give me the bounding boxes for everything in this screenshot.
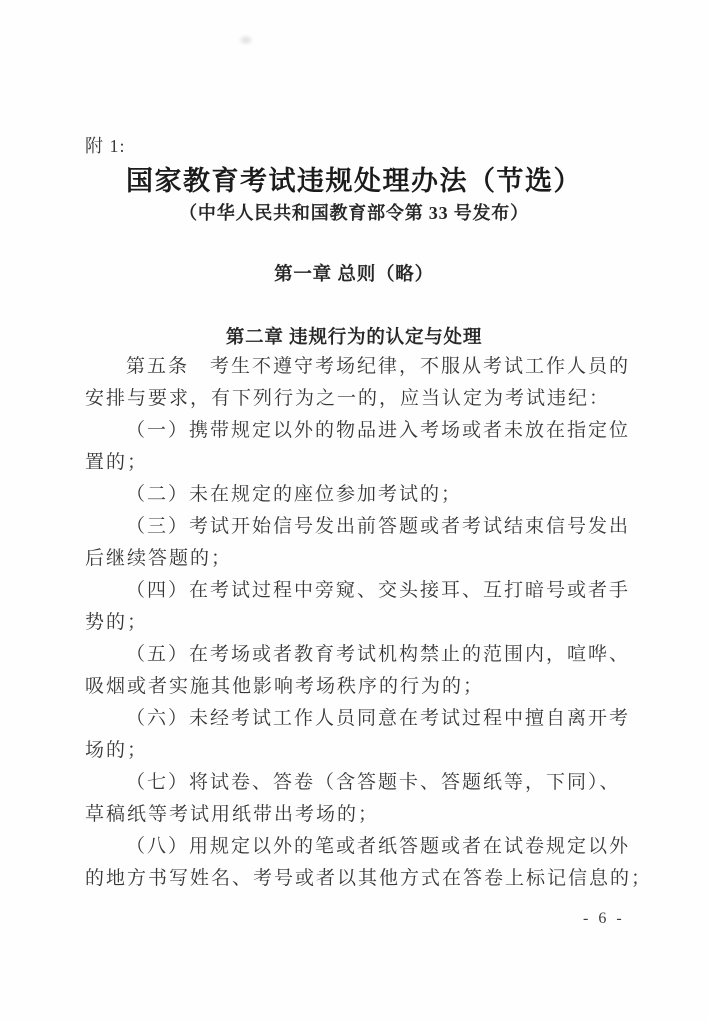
chapter-1-heading: 第一章 总则（略） [274,265,434,285]
body-text-line: （一）携带规定以外的物品进入考场或者未放在指定位 [126,420,631,441]
document-title: 国家教育考试违规处理办法（节选） [126,166,582,196]
body-text-line: 的地方书写姓名、考号或者以其他方式在答卷上标记信息的； [85,868,653,889]
body-text-line: 吸烟或者实施其他影响考场秩序的行为的； [85,676,485,697]
chapter-2-heading: 第二章 违规行为的认定与处理 [225,328,483,348]
body-text-line: （六）未经考试工作人员同意在考试过程中擅自离开考 [126,708,631,729]
body-text-line: 草稿纸等考试用纸带出考场的； [85,804,380,825]
scan-artifact [238,34,254,46]
document-subtitle: （中华人民共和国教育部令第 33 号发布） [179,203,529,223]
body-text-line: 第五条 考生不遵守考场纪律，不服从考试工作人员的 [126,356,631,377]
body-text-line: （八）用规定以外的笔或者纸答题或者在试卷规定以外 [126,836,631,857]
page-number: - 6 - [583,910,625,927]
body-text-line: 后继续答题的； [85,548,233,569]
body-text-line: 势的； [85,612,149,633]
body-text-line: （七）将试卷、答卷（含答题卡、答题纸等，下同）、 [126,772,621,793]
body-text-line: （四）在考试过程中旁窥、交头接耳、互打暗号或者手 [126,580,631,601]
body-text-line: （五）在考场或者教育考试机构禁止的范围内，喧哗、 [126,644,631,665]
attachment-label: 附 1: [85,136,126,156]
body-text-line: （三）考试开始信号发出前答题或者考试结束信号发出 [126,516,631,537]
body-text-line: 置的； [85,452,149,473]
document-body [85,351,653,895]
body-text-line: 安排与要求，有下列行为之一的，应当认定为考试违纪： [85,388,611,409]
body-text-line: （二）未在规定的座位参加考试的； [126,484,463,505]
body-text-line: 场的； [85,740,149,761]
